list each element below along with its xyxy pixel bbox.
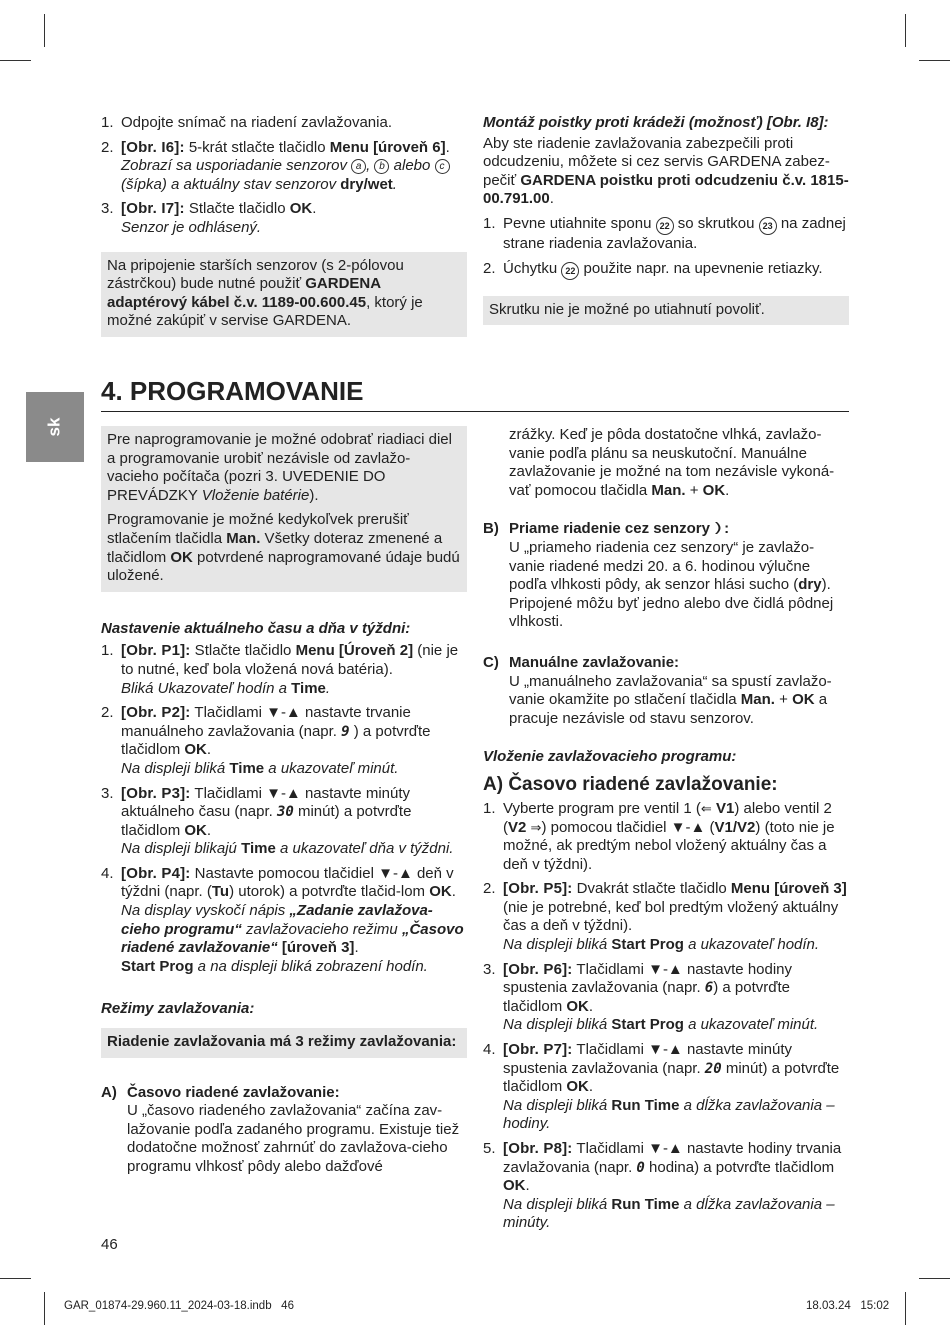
list-item: 4. [Obr. P7]: Tlačidlami ▼-▲ nastavte minúty spustenia zavlažovania (napr. 20 minút) a potvrďte tlačidlom OK. Na displeji bliká Run Time a dĺžka zavlažovania – hodiny. (483, 1041, 840, 1133)
list-item: 1. Odpojte snímač na riadení zavlažovania. (101, 114, 392, 131)
crop-mark (919, 60, 950, 61)
mode-a-continued: zrážky. Keď je pôda dostatočne vlhká, zavlažo-vanie podľa plánu sa neuskutoční. Manuálne zavlažovanie je možné na tom nezávisle vykoná-vať pomocou tlačidla Man. + OK. (509, 426, 835, 499)
right-column (483, 426, 849, 1239)
crop-mark (0, 1278, 31, 1279)
list-item: 1. Pevne utiahnite sponu 22 so skrutkou 23 na zadnej strane riadenia zavlažovania. (483, 214, 846, 252)
footer-datetime: 18.03.24 15:02 (806, 1300, 890, 1312)
language-tab (26, 392, 84, 462)
modes-heading: Režimy zavlažovania: (101, 1000, 255, 1018)
lcd-digits: 30 (276, 804, 294, 821)
list-item: 5. [Obr. P8]: Tlačidlami ▼-▲ nastavte hodiny trvania zavlažovania (napr. 0 hodina) a potvrďte tlačidlom OK. Na displeji bliká Run Time a dĺžka zavlažovania – minúty. (483, 1140, 842, 1232)
list-item: 2. Úchytku 22 použite napr. na upevnenie retiazky. (483, 260, 849, 280)
program-heading: Vloženie zavlažovacieho programu: (483, 748, 737, 766)
adapter-note-box: Na pripojenie starších senzorov (s 2-pólovou zástrčkou) bude nutné použiť GARDENA adaptérový kábel č.v. 1189-00.600.45, ktorý je možné zakúpiť v servise GARDENA. (101, 252, 467, 337)
section-title: 4. PROGRAMOVANIE (101, 375, 849, 412)
sensor-c-icon: c (435, 159, 450, 174)
time-heading: Nastavenie aktuálneho času a dňa v týždni: (101, 619, 411, 637)
lcd-digits: 9 (341, 723, 350, 740)
crop-mark (919, 1278, 950, 1279)
list-item: 2. [Obr. I6]: 5-krát stlačte tlačidlo Menu [úroveň 6]. Zobrazí sa usporiadanie senzorov a , b alebo c (šípka) a aktuálny stav senzorov dry/wet. (101, 138, 450, 193)
mode-b: B) Priame riadenie cez senzory : U „priameho riadenia cez senzory“ je zavlažo-vanie riadené medzi 20. a 6. hodinou výlučne podľa vlhkosti pôdy, ak senzor hlási sucho (dry). Pripojené môžu byť jedno alebo dve čidlá pôdnej vlhkosti. (483, 520, 834, 631)
program-steps (483, 800, 849, 1233)
top-left-column (101, 114, 467, 337)
arrow-right-icon: ⇒ (530, 819, 542, 835)
time-steps (101, 642, 467, 976)
sensor-icon (714, 521, 724, 533)
screw-note-box: Skrutku nie je možné po utiahnutí povoliť. (483, 296, 849, 326)
list-item: 1. Vyberte program pre ventil 1 (⇐ V1) alebo ventil 2 (V2 ⇒) pomocou tlačidiel ▼-▲ (V1/V2) (toto nie je možné, ak predtým nebol vložený aktuálny čas a deň v týždni). (483, 799, 835, 873)
list-item: 3. [Obr. I7]: Stlačte tlačidlo OK. Senzor je odhlásený. (101, 200, 317, 236)
theft-heading: Montáž poistky proti krádeži (možnosť) [Obr. I8]: (483, 114, 829, 131)
lcd-digits: 6 (704, 980, 714, 997)
sensor-a-icon: a (351, 159, 366, 174)
part-22-icon: 22 (561, 262, 579, 280)
crop-mark (905, 1292, 906, 1325)
language-label: sk (44, 417, 64, 437)
theft-intro: Aby ste riadenie zavlažovania zabezpečili proti odcudzeniu, môžete si cez servis GARDENA zabez-pečiť GARDENA poistku proti odcudzeniu č.v. 1815-00.791.00. (483, 134, 849, 208)
page-number: 46 (101, 1236, 118, 1253)
crop-mark (44, 1292, 45, 1325)
lcd-digits: 20 (704, 1060, 722, 1077)
unregister-steps (101, 114, 467, 238)
list-item: 2. [Obr. P5]: Dvakrát stlačte tlačidlo Menu [úroveň 3] (nie je potrebné, keď bol predtým vložený aktuálny čas a deň v týždni). Na displeji bliká Start Prog a ukazovateľ hodín. (483, 880, 847, 954)
list-item: 3. [Obr. P3]: Tlačidlami ▼-▲ nastavte minúty aktuálneho času (napr. 30 minút) a potvrďte tlačidlom OK. Na displeji blikajú Time a ukazovateľ dňa v týždni. (101, 784, 454, 858)
list-item: 1. [Obr. P1]: Stlačte tlačidlo Menu [Úroveň 2] (nie je to nutné, keď bola vložená nová batéria). Bliká Ukazovateľ hodín a Time. (101, 642, 459, 697)
list-item: 3. [Obr. P6]: Tlačidlami ▼-▲ nastavte hodiny spustenia zavlažovania (napr. 6) a potvrďte tlačidlom OK. Na displeji bliká Start Prog a ukazovateľ minút. (483, 960, 819, 1034)
top-right-column (483, 114, 849, 325)
sensor-b-icon: b (374, 159, 389, 174)
theft-steps (483, 215, 849, 280)
footer-file: GAR_01874-29.960.11_2024-03-18.indb 46 (64, 1300, 294, 1312)
programming-note-box: Pre naprogramovanie je možné odobrať riadiaci diel a programovanie urobiť nezávisle od zavlažo-vacieho počítača (pozri 3. UVEDENIE DO PREVÁDZKY Vloženie batérie). Programovanie je možné kedykoľvek prerušiť stlačením tlačidla Man. Všetky doteraz zmenené a tlačidlom OK potvrdené naprogramované údaje budú uložené. (101, 426, 467, 592)
left-column (101, 426, 467, 1177)
arrow-left-icon: ⇐ (700, 800, 712, 816)
mode-c: C) Manuálne zavlažovanie: U „manuálneho zavlažovania“ sa spustí zavlažo-vanie okamžite po stlačení tlačidla Man. + OK a pracuje nezávisle od stavu senzorov. (483, 653, 832, 727)
program-title: A) Časovo riadené zavlažovanie: (483, 773, 778, 795)
crop-mark (905, 14, 906, 47)
list-item: 4. [Obr. P4]: Nastavte pomocou tlačidiel ▼-▲ deň v týždni (napr. (Tu) utorok) a potvrďte tlačid-lom OK. Na display vyskočí nápis „Zadanie zavlažova-cieho programu“ zavlažovacieho režimu „Časovo riadené zavlažovanie“ [úroveň 3]. Start Prog a na displeji bliká zobrazení hodín. (101, 864, 464, 975)
modes-box: Riadenie zavlažovania má 3 režimy zavlažovania: (101, 1028, 467, 1058)
crop-mark (44, 14, 45, 47)
part-23-icon: 23 (759, 217, 777, 235)
lcd-digits: 0 (636, 1159, 645, 1176)
mode-a: A) Časovo riadené zavlažovanie: U „časovo riadeného zavlažovania“ začína zav-lažovanie podľa zadaného programu. Existuje tiež dodatočne možnosť zahrnúť do zavlažova-cieho programu vlhkosť pôdy alebo dažďové (101, 1083, 460, 1175)
crop-mark (0, 60, 31, 61)
list-item: 2. [Obr. P2]: Tlačidlami ▼-▲ nastavte trvanie manuálneho zavlažovania (napr. 9 ) a potvrďte tlačidlom OK. Na displeji bliká Time a ukazovateľ minút. (101, 704, 431, 777)
part-22-icon: 22 (656, 217, 674, 235)
